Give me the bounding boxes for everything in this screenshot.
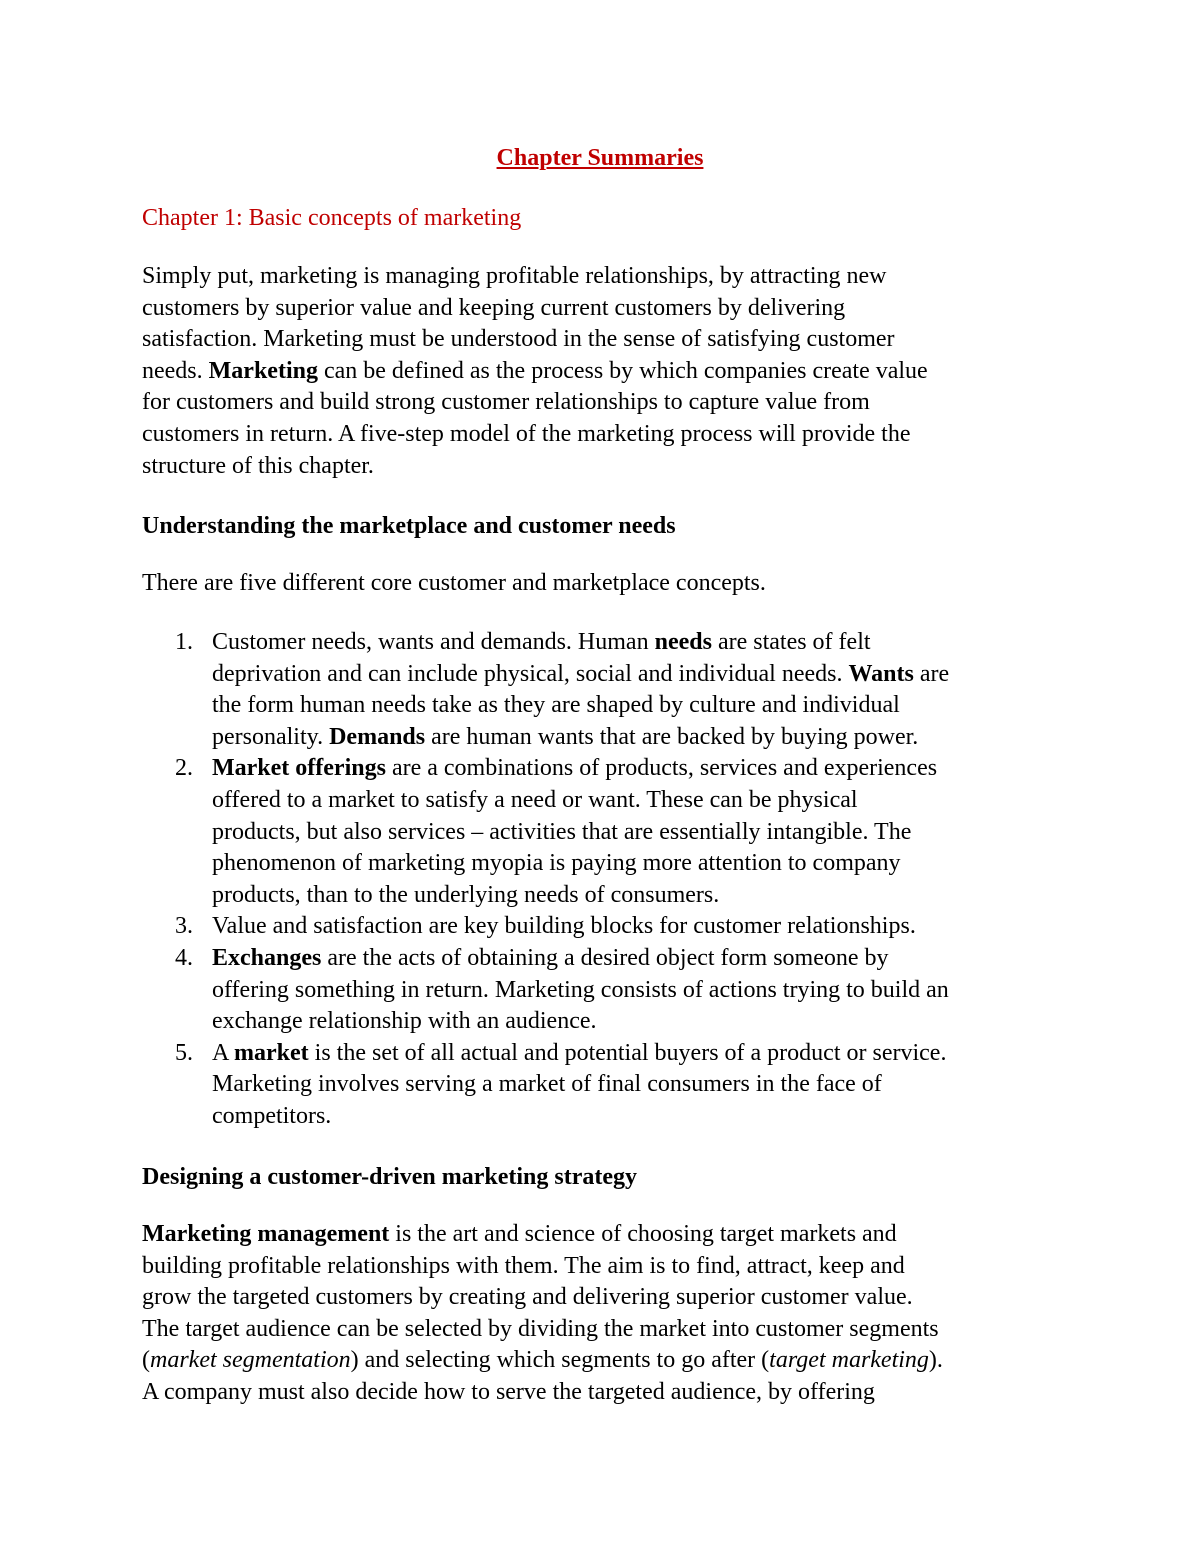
intro-paragraph	[142, 261, 1067, 482]
term-wants: Wants	[848, 660, 914, 687]
term-marketing: Marketing	[208, 357, 318, 384]
term-marketing-management: Marketing management	[142, 1221, 390, 1247]
list-number: 3.	[175, 913, 193, 940]
term-demands: Demands	[329, 723, 426, 750]
term-market: market	[234, 1039, 309, 1066]
text-line: Simply put, marketing is managing profitable relationships, by attracting new	[142, 263, 887, 289]
chapter-heading: Chapter 1: Basic concepts of marketing	[142, 205, 522, 231]
text-line: for customers and build strong customer relationships to capture value from	[142, 389, 870, 416]
section1-intro: There are five different core customer and marketplace concepts.	[142, 570, 766, 596]
term-market-offerings: Market offerings	[212, 755, 386, 782]
term-needs: needs	[654, 629, 712, 655]
list-item: 5. A market is the set of all actual and potential buyers of a product or service. Marketing involves serving a market of final consumers in the face of competitors.	[175, 1039, 947, 1129]
term-target-marketing: target marketing	[769, 1347, 929, 1374]
strategy-paragraph: Marketing management is the art and science of choosing target markets and building profitable relationships with them. The aim is to find, attract, keep and grow the targeted customers by creating and delivering superior customer value. The target audience can be selected by dividing the market into customer segments (market segmentation) and selecting which segments to go after (target marketing). A company must also decide how to serve the targeted audience, by offering	[142, 1221, 943, 1405]
section-heading-marketplace: Understanding the marketplace and customer needs	[142, 513, 676, 539]
list-number: 4.	[175, 944, 193, 971]
text-line: customers by superior value and keeping current customers by delivering	[142, 294, 846, 321]
text-line: structure of this chapter.	[142, 452, 374, 479]
document-title: Chapter Summaries	[496, 145, 704, 171]
list-number: 1.	[175, 629, 193, 655]
term-market-segmentation: market segmentation	[150, 1347, 351, 1374]
term-exchanges: Exchanges	[212, 944, 322, 971]
list-item: 1. Customer needs, wants and demands. Human needs are states of felt deprivation and can include physical, social and individual needs. Wants are the form human needs take as they are shaped by culture and individual personality. Demands are human wants that are backed by buying power.	[175, 629, 950, 750]
section-heading-strategy: Designing a customer-driven marketing strategy	[142, 1164, 638, 1190]
list-item: 3. Value and satisfaction are key building blocks for customer relationships.	[142, 911, 1067, 943]
core-concepts-list	[142, 627, 1067, 1133]
text-line: customers in return. A five-step model of the marketing process will provide the	[142, 420, 911, 447]
list-item: 4. Exchanges are the acts of obtaining a desired object form someone by offering something in return. Marketing consists of actions trying to build an exchange relationship with an audience.	[175, 944, 949, 1035]
list-number: 2.	[175, 755, 193, 782]
text-line: satisfaction. Marketing must be understood in the sense of satisfying customer	[142, 326, 895, 353]
list-number: 5.	[175, 1039, 193, 1066]
list-item: 2. Market offerings are a combinations of products, services and experiences offered to a market to satisfy a need or want. These can be physical products, but also services – activities that are essentially intangible. The phenomenon of marketing myopia is paying more attention to company products, than to the underlying needs of consumers.	[175, 755, 938, 908]
text-line: needs. Marketing can be defined as the process by which companies create value	[142, 357, 928, 384]
